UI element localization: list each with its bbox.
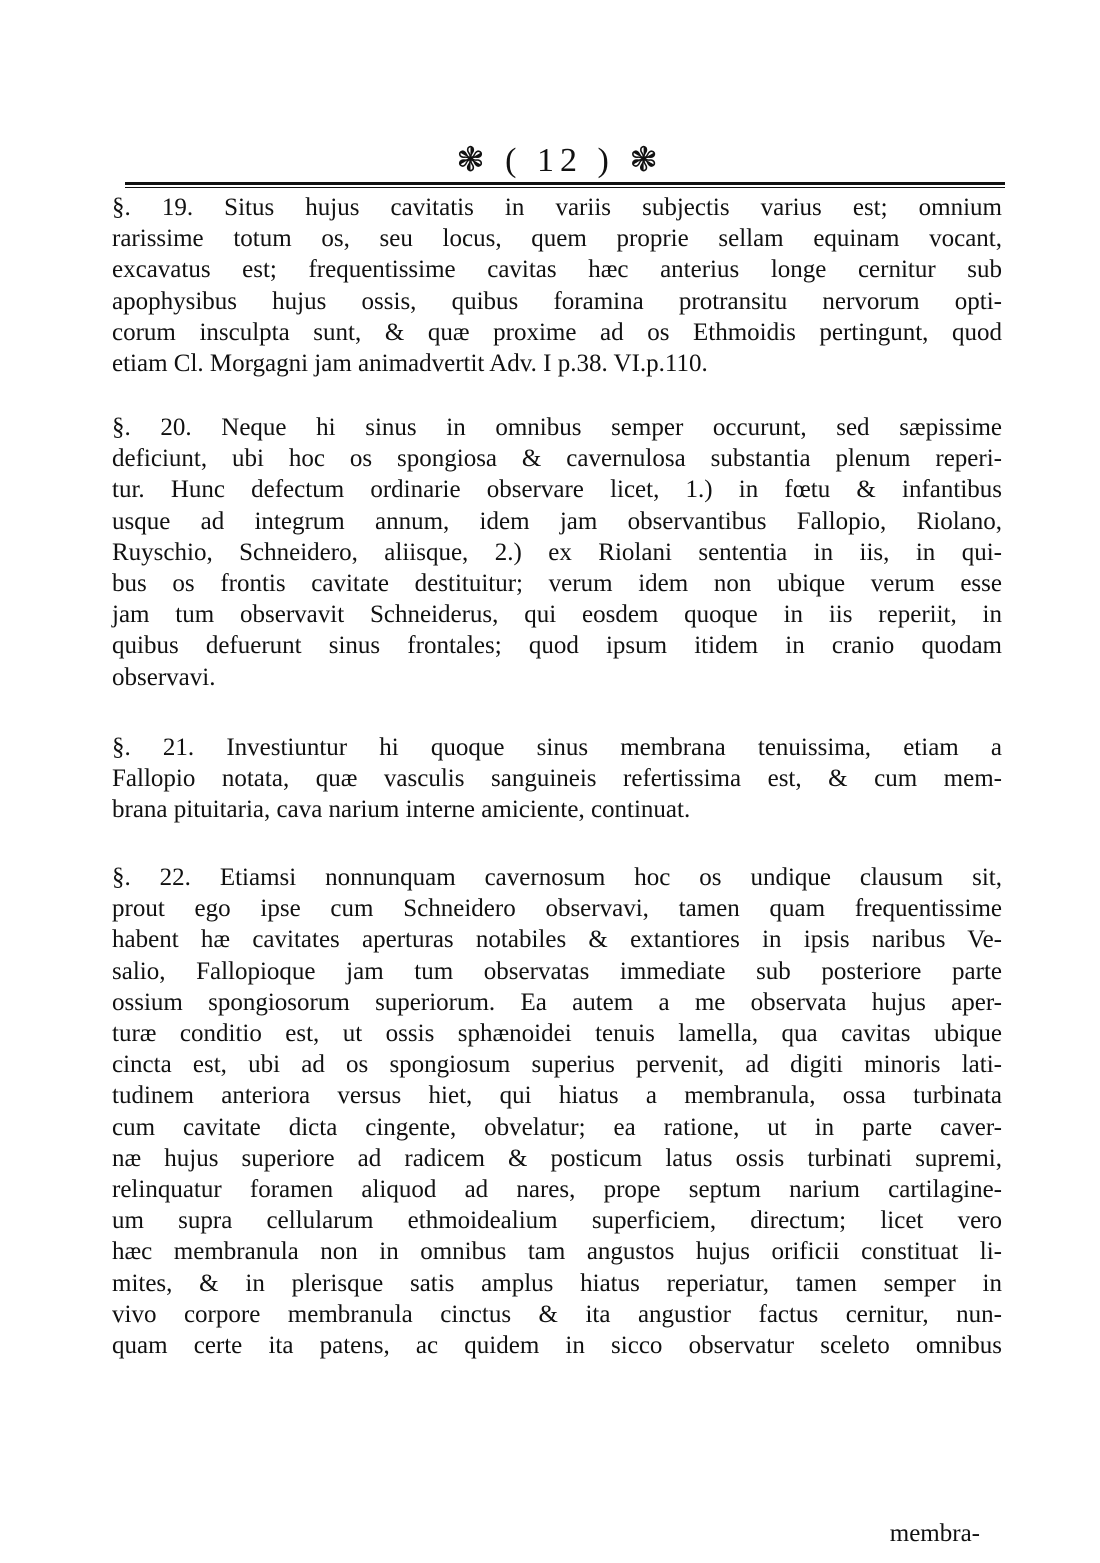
text-line: quam certe ita patens, ac quidem in sicco observatur sceleto omnibus [112, 1332, 1002, 1360]
text-line: tudinem anteriora versus hiet, qui hiatus a membranula, ossa turbinata [112, 1082, 1002, 1110]
text-line: næ hujus superiore ad radicem & posticum latus ossis turbinati supremi, [112, 1144, 1002, 1172]
text-line: relinquatur foramen aliquod ad nares, prope septum narium cartilagine- [112, 1176, 1002, 1204]
paragraph-19 [112, 192, 1002, 379]
catchword: membra- [889, 1520, 980, 1547]
text-line: observavi. [112, 663, 216, 691]
text-line: etiam Cl. Morgagni jam animadvertit Adv. I p.38. VI.p.110. [112, 350, 708, 378]
text-line: cincta est, ubi ad os spongiosum superius pervenit, ad digiti minoris lati- [112, 1051, 1002, 1079]
text-line: Fallopio notata, quæ vasculis sanguineis refertissima est, & cum mem- [112, 765, 1002, 793]
text-line: §. 22. Etiamsi nonnunquam cavernosum hoc os undique clausum sit, [112, 864, 1002, 891]
text-line: brana pituitaria, cava narium interne amiciente, continuat. [112, 796, 691, 824]
text-line: deficiunt, ubi hoc os spongiosa & cavernulosa substantia plenum reperi- [112, 445, 1002, 473]
text-line: prout ego ipse cum Schneidero observavi, tamen quam frequentissime [112, 895, 1002, 923]
text-line: um supra cellularum ethmoidealium superficiem, directum; licet vero [112, 1207, 1002, 1235]
text-line: §. 19. Situs hujus cavitatis in variis subjectis varius est; omnium [112, 194, 1002, 221]
text-line: Ruyschio, Schneidero, aliisque, 2.) ex Riolani sententia in iis, in qui- [112, 538, 1002, 566]
paragraph-20 [112, 412, 1002, 693]
header-rule-thin [125, 187, 1005, 188]
text-line: cum cavitate dicta cingente, obvelatur; ea ratione, ut in parte caver- [112, 1113, 1002, 1141]
text-line: §. 20. Neque hi sinus in omnibus semper occurunt, sed sæpissime [112, 414, 1002, 441]
paragraph-22 [112, 862, 1002, 1361]
text-line: bus os frontis cavitate destituitur; verum idem non ubique verum esse [112, 570, 1002, 598]
page-header: ❃ ( 12 ) ❃ [456, 142, 664, 179]
text-line: tur. Hunc defectum ordinarie observare licet, 1.) in fœtu & infantibus [112, 476, 1002, 504]
text-line: mites, & in plerisque satis amplus hiatus reperiatur, tamen semper in [112, 1269, 1002, 1297]
text-line: quibus defuerunt sinus frontales; quod ipsum itidem in cranio quodam [112, 632, 1002, 660]
text-line: hæc membranula non in omnibus tam angustos hujus orificii constituat li- [112, 1238, 1002, 1266]
text-line: jam tum observavit Schneiderus, qui eosdem quoque in iis reperiit, in [112, 601, 1002, 629]
text-line: usque ad integrum annum, idem jam observantibus Fallopio, Riolano, [112, 507, 1002, 535]
text-line: salio, Fallopioque jam tum observatas immediate sub posteriore parte [112, 957, 1002, 985]
paragraph-21 [112, 732, 1002, 826]
text-line: corum insculpta sunt, & quæ proxime ad os Ethmoidis pertingunt, quod [112, 318, 1002, 346]
text-line: ossium spongiosorum superiorum. Ea autem a me observata hujus aper- [112, 988, 1002, 1016]
text-line: turæ conditio est, ut ossis sphænoidei tenuis lamella, qua cavitas ubique [112, 1020, 1002, 1048]
text-line: vivo corpore membranula cinctus & ita angustior factus cernitur, nun- [112, 1300, 1002, 1328]
text-line: §. 21. Investiuntur hi quoque sinus membrana tenuissima, etiam a [112, 734, 1002, 761]
text-line: excavatus est; frequentissime cavitas hæc anterius longe cernitur sub [112, 256, 1002, 284]
header-rule [125, 182, 1005, 185]
text-line: habent hæ cavitates aperturas notabiles & extantiores in ipsis naribus Ve- [112, 926, 1002, 954]
text-line: apophysibus hujus ossis, quibus foramina protransitu nervorum opti- [112, 287, 1002, 315]
text-line: rarissime totum os, seu locus, quem proprie sellam equinam vocant, [112, 225, 1002, 253]
